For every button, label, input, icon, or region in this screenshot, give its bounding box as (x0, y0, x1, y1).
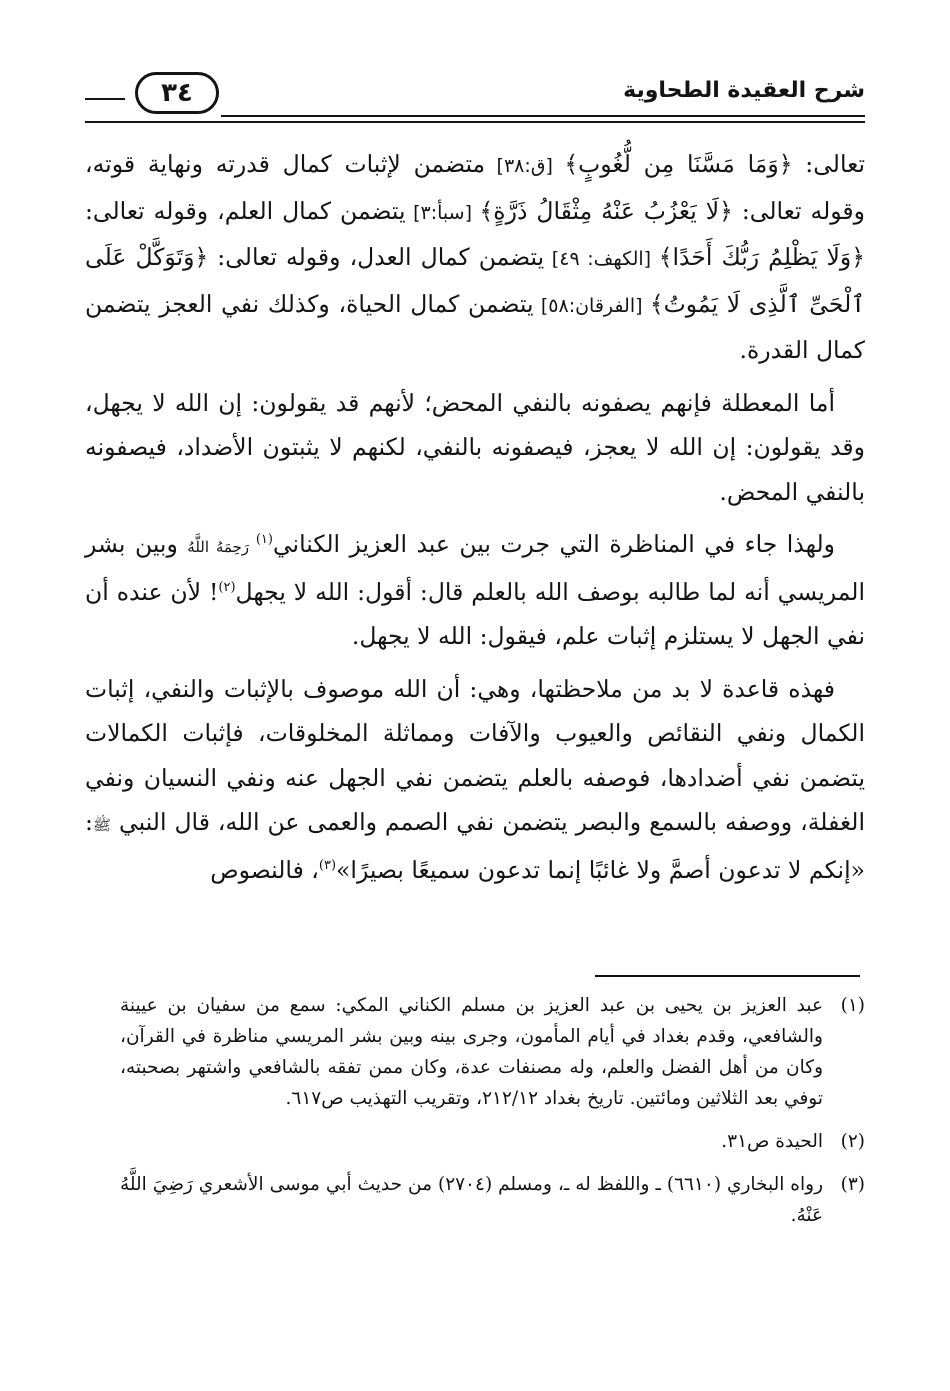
text-run: فهذه قاعدة لا بد من ملاحظتها، وهي: أن الله موصوف بالإثبات والنفي، إثبات الكمال ونفي النقائص والعيوب والآفات ومماثلة المخلوقات، فإثبات الكمالات يتضمن نفي أضدادها، فوصفه بالعلم يتضمن نفي الجهل عنه ونفي النسيان ونفي الغفلة، ووصفه بالسمع والبصر يتضمن نفي الصمم والعمى عن الله، قال النبي (85, 674, 865, 836)
quran-verse: ﴿وَتَوَكَّلْ عَلَى ٱلْحَىِّ ٱلَّذِى لَا يَمُوتُ﴾ (85, 243, 865, 318)
text-run: تعالى: (792, 150, 865, 178)
honorific: ﷺ (92, 816, 112, 834)
honorific: رَحِمَهُ اللَّهُ (187, 538, 256, 556)
footnotes (120, 990, 865, 1243)
text-run: يتضمن كمال العدل، وقوله تعالى: (208, 243, 545, 271)
paragraph (85, 381, 865, 515)
paragraph (85, 667, 865, 893)
header-rule-stub (85, 98, 125, 100)
footnote-marker: (١) (255, 532, 273, 548)
header-rule-top (221, 115, 865, 117)
verse-reference: [سبأ:٣] (405, 201, 480, 224)
text-run: : «إنكم لا تدعون أصمَّ ولا غائبًا إنما تدعون سميعًا بصيرًا» (85, 808, 865, 884)
text-run: وبين بشر المريسي أنه لما طالبه بوصف الله بالعلم قال: أقول: الله لا يجهل (85, 530, 865, 606)
main-text (85, 142, 865, 900)
footnote-number: (٣) (840, 1174, 865, 1195)
footnote-marker: (٣) (318, 857, 337, 873)
footnote (120, 1126, 865, 1157)
verse-reference: [الكهف: ٤٩] (544, 248, 659, 270)
quran-verse: ﴿وَمَا مَسَّنَا مِن لُّغُوبٍ﴾ (564, 150, 793, 178)
paragraph (85, 142, 865, 373)
running-title: شرح العقيدة الطحاوية (623, 78, 865, 103)
verse-reference: [الفرقان:٥٨] (533, 294, 650, 317)
text-run: متضمن لإثبات كمال قدرته ونهاية قوته، وقوله تعالى: (85, 150, 866, 225)
footnote-number: (١) (840, 995, 865, 1016)
page-number: ٣٤ (135, 72, 219, 114)
quran-verse: ﴿لَا يَعْزُبُ عَنْهُ مِثْقَالُ ذَرَّةٍ﴾ (479, 196, 733, 225)
paragraph (85, 522, 865, 659)
text-run: يتضمن كمال العلم، وقوله تعالى: (85, 196, 406, 225)
footnote (120, 990, 865, 1114)
text-run: ، فالنصوص (210, 855, 319, 884)
footnote-number: (٢) (840, 1131, 865, 1152)
text-run: أما المعطلة فإنهم يصفونه بالنفي المحض؛ لأنهم قد يقولون: إن الله لا يجهل، وقد يقولون: إن الله لا يعجز، فيصفونه بالنفي، لكنهم لا يثبتون الأضداد، فيصفونه بالنفي المحض. (85, 388, 865, 506)
footnote-text: عبد العزيز بن يحيى بن عبد العزيز بن مسلم الكناني المكي: سمع من سفيان بن عيينة والشافعي، وقدم بغداد في أيام المأمون، وجرى بينه وبين بشر المريسي مناظرة في القرآن، وكان من أهل الفضل والعلم، وله مصنفات عدة، وكان ممن تفقه بالشافعي واشتهر بصحبته، توفي بعد الثلاثين ومائتين. تاريخ بغداد ٢١٢/١٢، وتقريب التهذيب ص٦١٧. (120, 995, 823, 1109)
text-run: يتضمن كمال الحياة، وكذلك نفي العجز يتضمن كمال القدرة. (85, 289, 865, 364)
quran-verse: ﴿وَلَا يَظْلِمُ رَبُّكَ أَحَدًا﴾ (658, 243, 865, 271)
page-header (85, 68, 865, 126)
header-rule-bottom (85, 121, 865, 123)
text-run: ولهذا جاء في المناظرة التي جرت بين عبد العزيز الكناني (272, 530, 836, 558)
footnote (120, 1169, 865, 1231)
text-run: ! لأن عنده أن نفي الجهل لا يستلزم إثبات علم، فيقول: الله لا يجهل. (85, 577, 865, 650)
footnote-text: الحيدة ص٣١. (721, 1131, 823, 1152)
footnote-text: رواه البخاري (٦٦١٠) ـ واللفظ له ـ، ومسلم (٢٧٠٤) من حديث أبي موسى الأشعري رَضِيَ اللَّهُ عَنْهُ. (120, 1174, 824, 1226)
footnote-marker: (٢) (218, 579, 236, 595)
verse-reference: [ق:٣٨] (485, 155, 565, 177)
footnote-separator (595, 975, 860, 977)
